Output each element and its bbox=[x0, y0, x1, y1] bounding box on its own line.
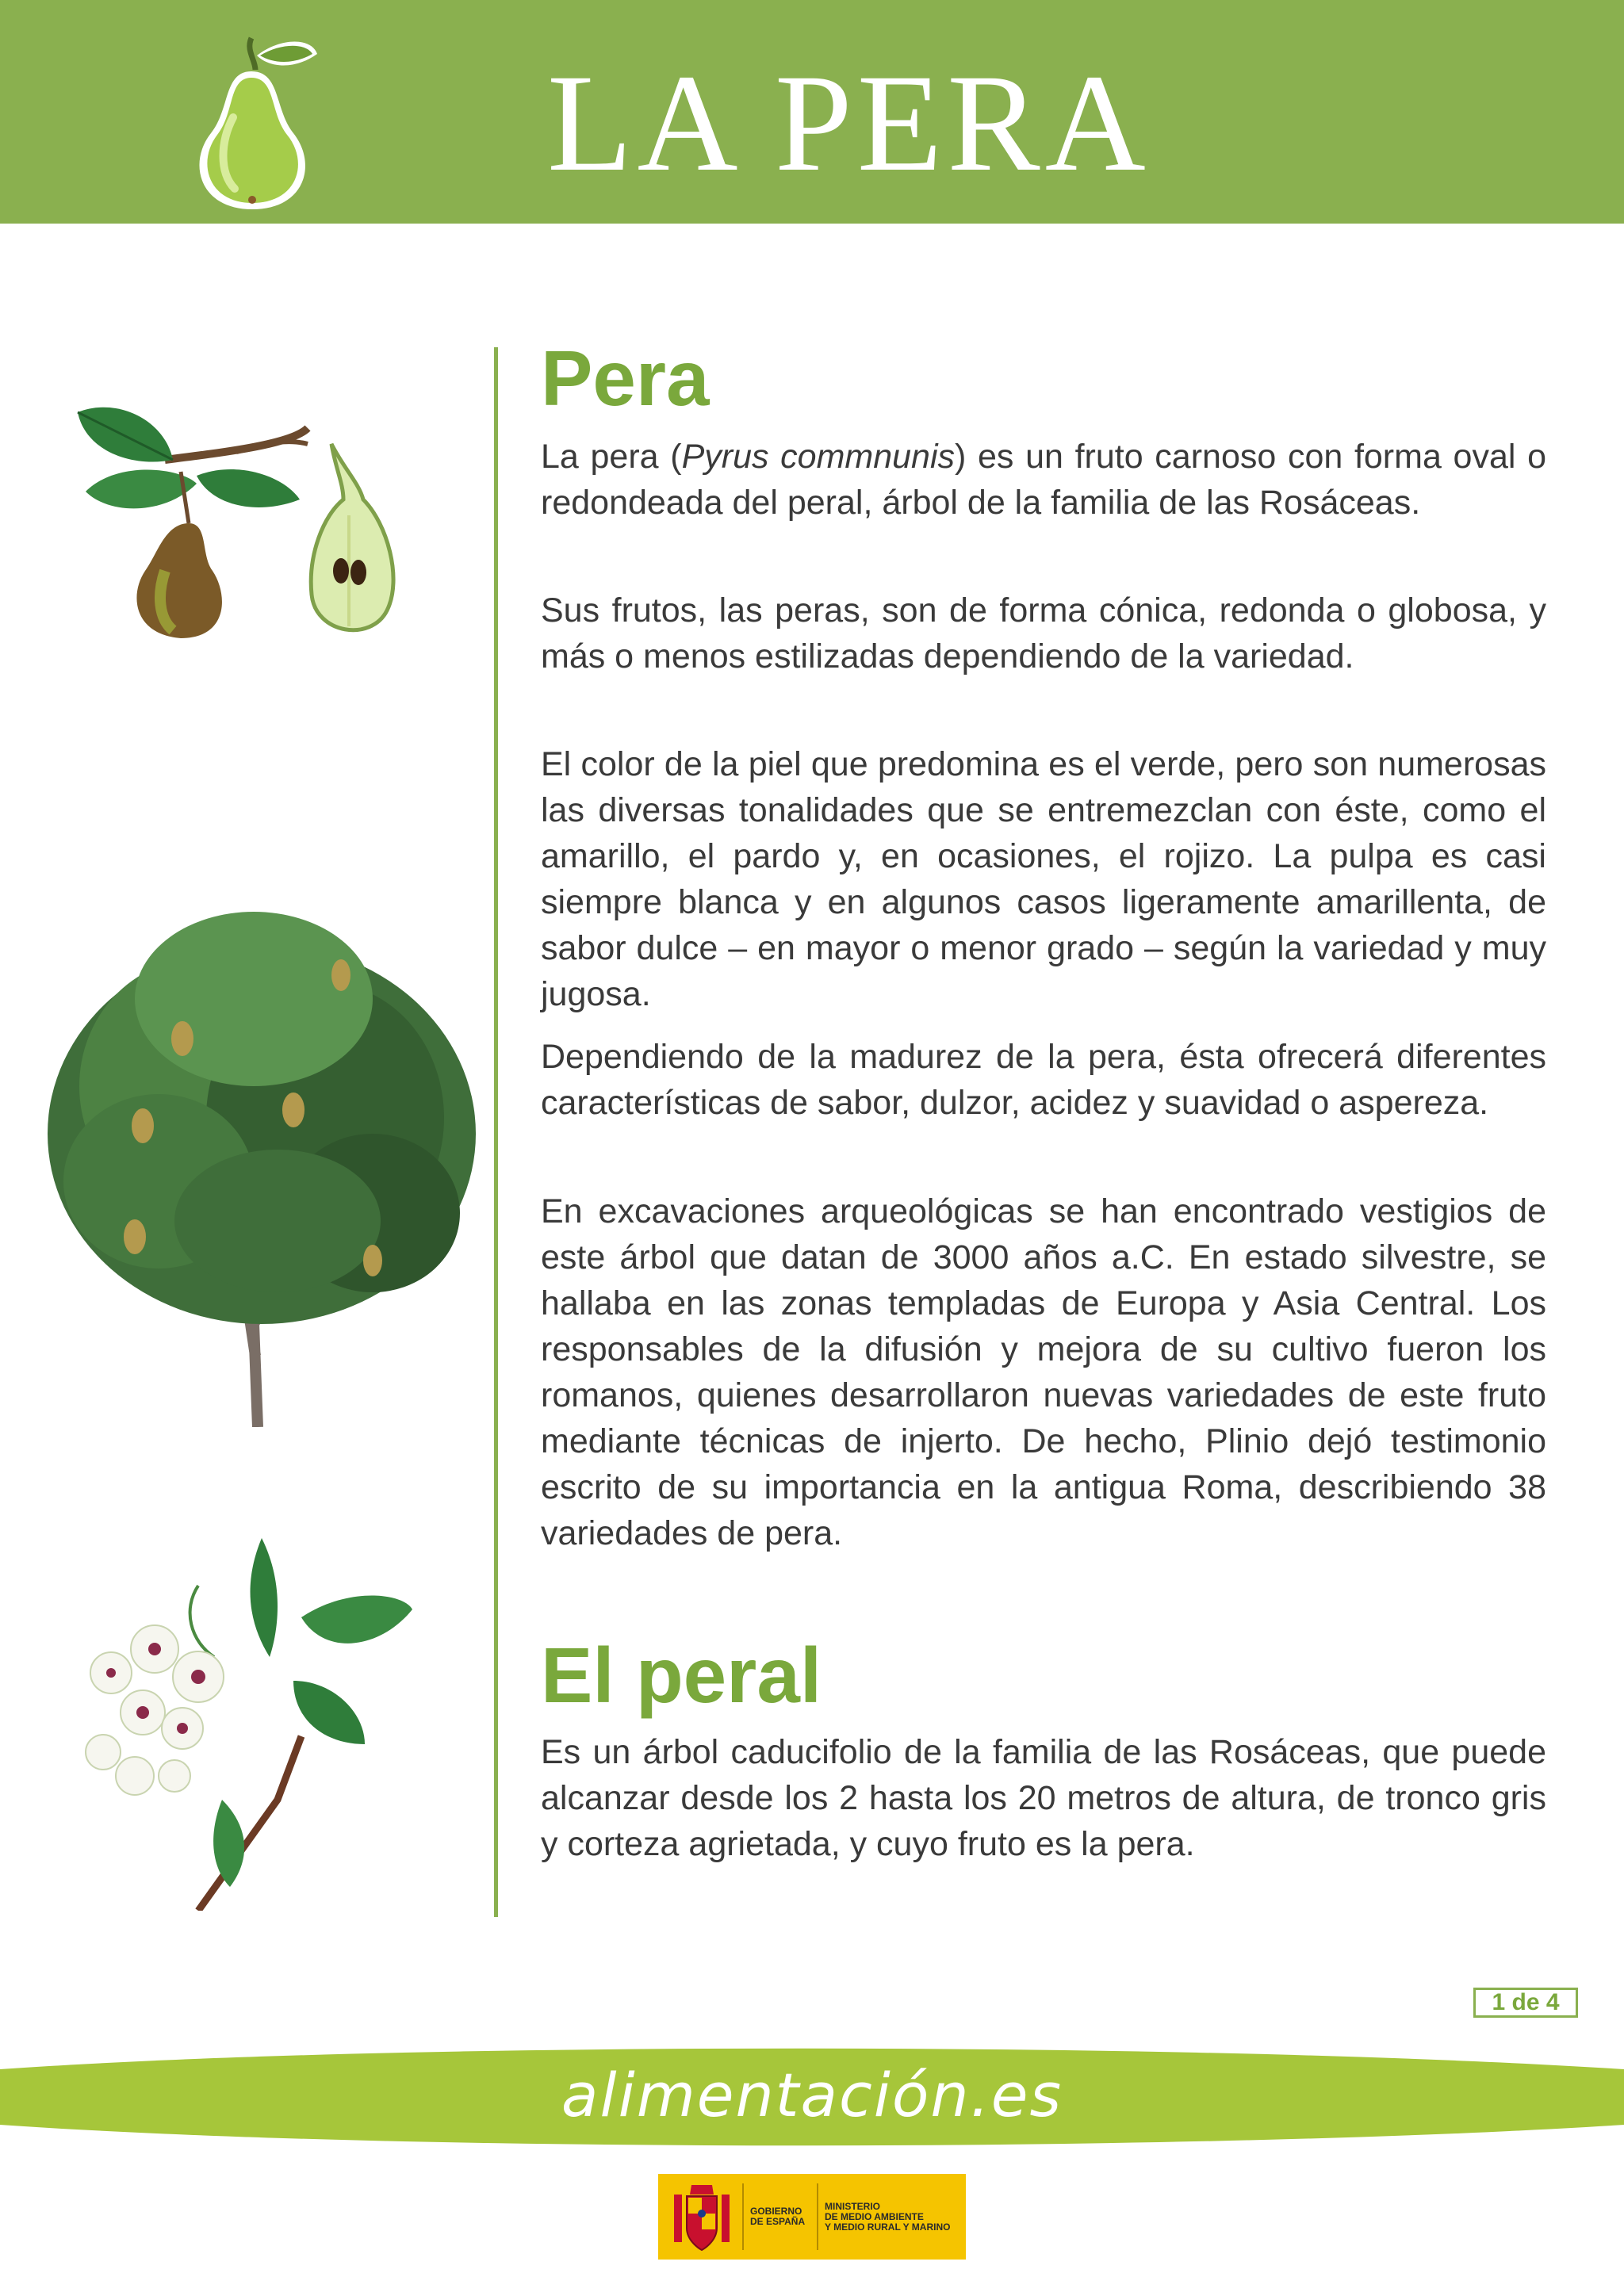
ministerio-label: MINISTERIO DE MEDIO AMBIENTE Y MEDIO RURAL Y MARINO bbox=[825, 2200, 951, 2233]
page-title: LA PERA bbox=[547, 46, 1151, 201]
paragraph-peral-description: Es un árbol caducifolio de la familia de las Rosáceas, que puede alcanzar desde los 2 hasta los 20 metros de altura, de tronco gris y corteza agrietada, y cuyo fruto es la pera. bbox=[541, 1733, 1546, 1863]
scientific-name: Pyrus commnunis bbox=[681, 438, 955, 476]
header-band bbox=[0, 0, 1624, 224]
page-indicator: 1 de 4 bbox=[1473, 1988, 1578, 2018]
paragraph-pera-intro: La pera (Pyrus commnunis) es un fruto carnoso con forma oval o redondeada del peral, árbol de la familia de las Rosáceas. bbox=[541, 438, 1546, 522]
footer-brand-link[interactable]: alimentación.es bbox=[561, 2060, 1063, 2130]
gobierno-label: GOBIERNO DE ESPAÑA bbox=[750, 2206, 806, 2227]
paragraph-pera-color: El color de la piel que predomina es el verde, pero son numerosas las diversas tonalidades que se entremezclan con éste, como el amarillo, el pardo y, en ocasiones, el rojizo. La pulpa es casi siempre blanca y en algunos casos ligeramente amarillenta, de sabor dulce – en mayor o menor grado – según la variedad y muy jugosa. bbox=[541, 745, 1546, 1013]
pear-branch-illustration bbox=[70, 396, 466, 682]
logo-separator bbox=[742, 2183, 744, 2250]
pear-tree-illustration bbox=[40, 880, 484, 1427]
paragraph-pera-history: En excavaciones arqueológicas se han encontrado vestigios de este árbol que datan de 3000 años a.C. En estado silvestre, se hallaba en las zonas templadas de Europa y Asia Central. Los responsables de la difusión y mejora de su cultivo fueron los romanos, quienes desarrollaron nuevas variedades de este fruto mediante técnicas de injerto. De hecho, Plinio dejó testimonio escrito de su importancia en la antigua Roma, describiendo 38 variedades de pera. bbox=[541, 1192, 1546, 1552]
pear-icon bbox=[176, 22, 327, 212]
section-title-pera: Pera bbox=[541, 335, 710, 422]
logo-separator bbox=[817, 2183, 818, 2250]
paragraph-pera-shape: Sus frutos, las peras, son de forma cónica, redonda o globosa, y más o menos estilizadas dependiendo de la variedad. bbox=[541, 591, 1546, 675]
pear-blossom-illustration bbox=[79, 1538, 420, 1911]
section-title-el-peral: El peral bbox=[541, 1632, 822, 1719]
vertical-divider bbox=[494, 347, 498, 1917]
government-logo bbox=[658, 2174, 966, 2260]
spain-coat-of-arms-icon bbox=[668, 2179, 736, 2255]
paragraph-pera-ripeness: Dependiendo de la madurez de la pera, ésta ofrecerá diferentes características de sabor, dulzor, acidez y suavidad o aspereza. bbox=[541, 1038, 1546, 1122]
